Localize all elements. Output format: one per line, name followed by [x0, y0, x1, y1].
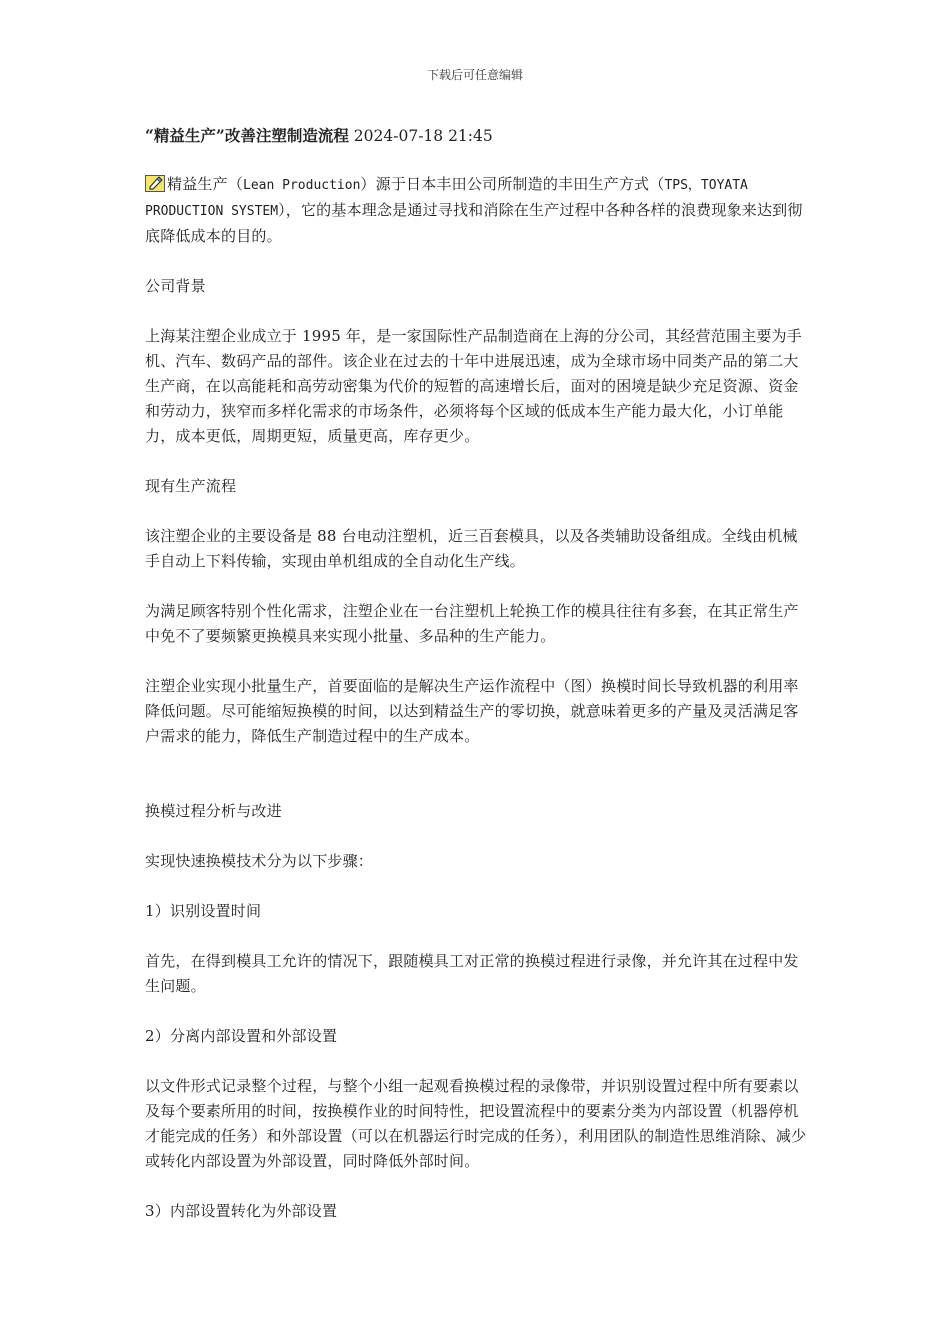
intro-mono-1: Lean Production: [243, 178, 361, 193]
step-1-paragraph: 首先，在得到模具工允许的情况下，跟随模具工对正常的换模过程进行录像，并允许其在过程中发生问题。: [145, 952, 799, 995]
section-heading-process: 现有生产流程: [145, 477, 237, 495]
intro-text-3: ），它的基本理念是通过寻找和消除在生产过程中各种各样的浪费现象来达到彻底降低成本的目的。: [145, 201, 803, 245]
step-2-paragraph: 以文件形式记录整个过程，与整个小组一起观看换模过程的录像带，并识别设置过程中所有要素以及每个要素所用的时间，按换模作业的时间特性，把设置流程中的要素分类为内部设置（机器停机才能完成的任务）和外部设置（可以在机器运行时完成的任务），利用团队的制造性思维消除、减少或转化内部设置为外部设置，同时降低外部时间。: [145, 1077, 807, 1170]
section-heading-analysis: 换模过程分析与改进: [145, 802, 282, 820]
edit-pencil-icon[interactable]: [145, 175, 165, 192]
step-2-heading: 2）分离内部设置和外部设置: [145, 1027, 338, 1045]
process-paragraph-2: 为满足顾客特别个性化需求，注塑企业在一台注塑机上轮换工作的模具往往有多套，在其正常生产中免不了要频繁更换模具来实现小批量、多品种的生产能力。: [145, 602, 799, 645]
page-header: 下载后可任意编辑: [426, 68, 523, 82]
intro-text-1: 精益生产（: [167, 175, 244, 193]
article-title: “精益生产”改善注塑制造流程: [145, 126, 349, 145]
intro-mono-2: TPS，TOYATA PRODUCTION SYSTEM: [145, 178, 748, 219]
section-heading-background: 公司背景: [145, 277, 206, 295]
intro-paragraph: [145, 172, 807, 249]
spacer: [145, 774, 807, 799]
process-paragraph-3: 注塑企业实现小批量生产，首要面临的是解决生产运作流程中（图）换模时间长导致机器的利用率降低问题。尽可能缩短换模的时间，以达到精益生产的零切换，就意味着更多的产量及灵活满足客户需求的能力，降低生产制造过程中的生产成本。: [145, 677, 799, 745]
article-datetime: 2024-07-18 21:45: [353, 127, 493, 145]
step-1-heading: 1）识别设置时间: [145, 902, 262, 920]
page-title: [145, 124, 805, 148]
background-paragraph: 上海某注塑企业成立于 1995 年，是一家国际性产品制造商在上海的分公司，其经营范围主要为手机、汽车、数码产品的部件。该企业在过去的十年中进展迅速，成为全球市场中同类产品的第二大生产商，在以高能耗和高劳动密集为代价的短暂的高速增长后，面对的困境是缺少充足资源、资金和劳动力，狭窄而多样化需求的市场条件，必须将每个区域的低成本生产能力最大化，小订单能力，成本更低，周期更短，质量更高，库存更少。: [145, 327, 802, 445]
article-body: [145, 172, 807, 1249]
process-paragraph-1: 该注塑企业的主要设备是 88 台电动注塑机，近三百套模具，以及各类辅助设备组成。全线由机械手自动上下料传输，实现由单机组成的全自动化生产线。: [145, 527, 798, 570]
steps-intro: 实现快速换模技术分为以下步骤：: [145, 852, 374, 870]
intro-text-2: ）源于日本丰田公司所制造的丰田生产方式（: [360, 175, 665, 193]
step-3-heading: 3）内部设置转化为外部设置: [145, 1202, 338, 1220]
